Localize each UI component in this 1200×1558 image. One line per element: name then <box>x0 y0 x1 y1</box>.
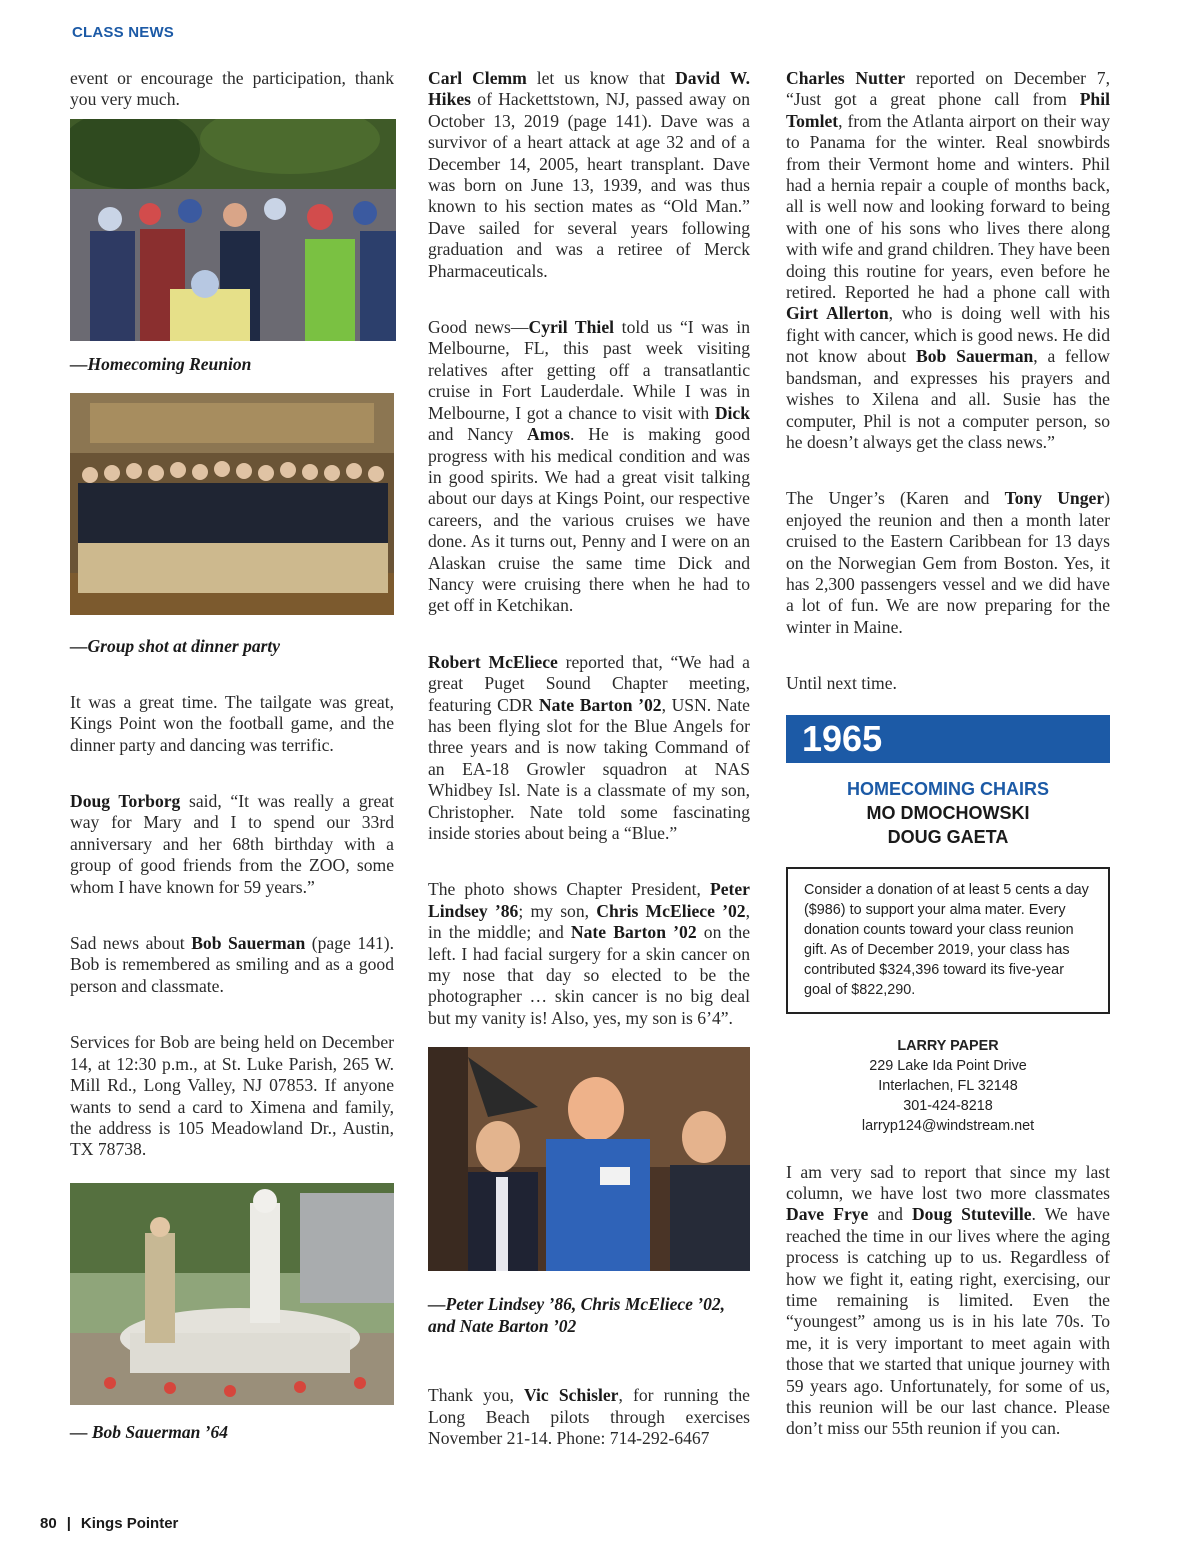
person-name: Nate Barton ’02 <box>570 922 697 943</box>
paragraph-text: . He is making good progress with his medical condition and was in good spirits. We had a great visit talking about our days at Kings Point, our respective careers, and the various cruises we have done. As it turns out, Penny and I were on an Alaskan cruise the same time Dick and Nancy were cruising there when he had to get off in Ketchikan. <box>428 424 751 616</box>
person-name: Tony Unger <box>1004 488 1105 509</box>
page-footer <box>40 1515 178 1532</box>
mceliece-paragraph <box>428 652 750 845</box>
paragraph-text: . We have reached the time in our lives where the aging process is catching up to us. Regardless of how we fight it, eating right, exercising, our time remaining is limited. Even the “youngest” among us is in his late 70s. To me, it is very important to meet again with those that we started that unique journey with 59 years ago. Unfortunately, for some of us, this reunion will be our last chance. Please don’t miss our 55th reunion if you can. <box>786 1204 1110 1439</box>
donation-box: Consider a donation of at least 5 cents a day ($986) to support your alma mater. Every donation counts toward your class reunion gift. As of December 2019, your class has contributed $324,396 toward its five-year goal of $822,290. <box>786 867 1110 1014</box>
person-name: Doug Stuteville <box>911 1204 1032 1225</box>
paragraph-text: (page 141). Bob is remembered as smiling and as a good person and classmate. <box>70 933 394 996</box>
class-year-banner: 1965 <box>786 715 1110 763</box>
paragraph-text: , in the middle; and <box>428 900 751 943</box>
paragraph-text: on the left. I had facial surgery for a skin cancer on my nose that day so elected to be the photographer … skin cancer is no big deal but my vanity is! Also, yes, my son is 6’4”. <box>428 922 751 1028</box>
photo-description-paragraph <box>428 879 750 1029</box>
paragraph-text: said, “It was really a great way for Mary and I to spend our 33rd anniversary and her 68th birthday with a group of good friends from the ZOO, some whom I have known for 59 years.” <box>70 791 394 897</box>
page-number: 80 <box>40 1515 57 1532</box>
torborg-paragraph <box>70 791 394 898</box>
paragraph-text: The photo shows Chapter President, <box>428 879 710 900</box>
section-label: CLASS NEWS <box>72 24 175 41</box>
paragraph-text: The Unger’s (Karen and <box>786 488 1005 509</box>
caption-group-shot: —Group shot at dinner party <box>70 635 281 656</box>
column-3 <box>786 68 1110 1440</box>
person-name: Phil Tomlet <box>786 89 1110 131</box>
paragraph-text: told us “I was in Melbourne, FL, this past week visiting relatives after getting off a transatlantic cruise in Fort Lauderdale. While I was in Melbourne, I got a chance to visit with <box>428 317 750 423</box>
contact-email[interactable]: larryp124@windstream.net <box>861 1117 1035 1134</box>
chairs-title: HOMECOMING CHAIRS <box>847 778 1049 799</box>
column-1 <box>70 68 394 1443</box>
chair-name: MO DMOCHOWSKI <box>866 802 1030 823</box>
paragraph-text: , a fellow bandsman, and expresses his prayers and wishes to Xilena and all. Susie has the computer, Phil is not a computer person, so he doesn’t always get the class news.” <box>786 346 1110 452</box>
person-name: Girt Allerton <box>786 303 889 324</box>
great-time-paragraph: It was a great time. The tailgate was great, Kings Point won the football game, and the dinner party and dancing was terrific. <box>70 691 394 755</box>
person-name: Chris McEliece ’02 <box>596 900 746 921</box>
homecoming-chairs <box>786 777 1110 849</box>
contact-city: Interlachen, FL 32148 <box>878 1077 1018 1094</box>
person-name: Carl Clemm <box>428 68 527 88</box>
person-name: Bob Sauerman <box>191 933 306 954</box>
bob-sauerman-photo <box>70 1183 394 1405</box>
paragraph-text: ) enjoyed the reunion and then a month later cruised to the Eastern Caribbean for 13 days on the Norwegian Gem from Boston. Yes, it has 2,300 passengers vessel and we did have a lot of fun. We are now preparing for the winter in Maine. <box>786 488 1110 637</box>
paragraph-text: , USN. Nate has been flying slot for the Blue Angels for three years and is now taking Command of an EA-18 Growler squadron at NAS Whidbey Isl. Nate is a classmate of my son, Christopher. Nate told some fascinating inside stories about being a “Blue.” <box>428 694 750 843</box>
services-paragraph: Services for Bob are being held on December 14, at 12:30 p.m., at St. Luke Parish, 265 W. Mill Rd., Long Valley, NJ 07853. If anyone wants to send a card to Ximena and family, the address is 105 Meadowland Dr., Austin, TX 78738. <box>70 1032 394 1160</box>
paragraph-text: reported on December 7, “Just got a great phone call from <box>786 68 1110 110</box>
person-name: Amos <box>527 424 571 445</box>
person-name: Peter Lindsey ’86 <box>428 879 750 921</box>
contact-name: LARRY PAPER <box>897 1037 999 1054</box>
paragraph-text: Sad news about <box>70 933 192 954</box>
person-name: Bob Sauerman <box>915 346 1034 367</box>
paragraph-text: , from the Atlanta airport on their way to Panama for the winter. Real snowbirds from their Vermont home and winters. Phil had a hernia repair a couple of months back, all is well now and looking forward to being with one of his sons who lives there along with wife and grand children. They have been doing this routine for years, even before he retired. Reported he had a phone call with <box>786 110 1110 303</box>
person-name: Doug Torborg <box>70 791 181 812</box>
paragraph-text: I am very sad to report that since my last column, we have lost two more classmates <box>786 1161 1110 1203</box>
person-name: Robert McEliece <box>428 651 558 672</box>
footer-separator: | <box>66 1515 71 1532</box>
contact-phone: 301-424-8218 <box>903 1097 993 1114</box>
schisler-paragraph <box>428 1385 750 1449</box>
paragraph-text: , for running the Long Beach pilots through exercises November 21-14. Phone: 714-292-6467 <box>428 1385 750 1449</box>
paragraph-text: ; my son, <box>518 900 597 921</box>
person-name: Dick <box>714 402 750 423</box>
clemm-paragraph <box>428 68 750 282</box>
paragraph-text: let us know that <box>526 68 676 88</box>
intro-paragraph: event or encourage the participation, thank you very much. <box>70 68 394 110</box>
paragraph-text: Good news— <box>428 317 529 338</box>
paragraph-text: and Nancy <box>428 424 528 445</box>
person-name: Dave Frye <box>786 1204 869 1225</box>
thiel-paragraph <box>428 317 750 617</box>
person-name: David W. Hikes <box>428 68 750 110</box>
contact-street: 229 Lake Ida Point Drive <box>869 1057 1027 1074</box>
sad-report-paragraph <box>786 1162 1110 1440</box>
sad-news-paragraph <box>70 933 394 997</box>
paragraph-text: and <box>868 1204 912 1225</box>
caption-bob-sauerman: — Bob Sauerman ’64 <box>70 1421 229 1442</box>
paragraph-text: , who is doing well with his fight with cancer, which is good news. He did not know about <box>786 303 1110 367</box>
publication-name: Kings Pointer <box>80 1515 179 1532</box>
paragraph-text: Thank you, <box>428 1385 524 1406</box>
class-contact <box>786 1036 1110 1136</box>
three-men-photo <box>428 1047 750 1271</box>
column-2 <box>428 68 750 1449</box>
person-name: Vic Schisler <box>523 1385 619 1406</box>
chair-name: DOUG GAETA <box>887 826 1009 847</box>
until-next-time: Until next time. <box>786 673 897 694</box>
person-name: Nate Barton ’02 <box>538 694 662 715</box>
nutter-paragraph <box>786 68 1110 453</box>
caption-homecoming-reunion: —Homecoming Reunion <box>70 353 252 374</box>
group-dinner-photo <box>70 393 394 615</box>
paragraph-text: of Hackettstown, NJ, passed away on October 13, 2019 (page 141). Dave was a survivor of a heart attack at age 32 and of a December 14, 2005, heart transplant. Dave was born on June 13, 1939, and was thus known to his section mates as “Old Man.” Dave sailed for several years following graduation and was a retiree of Merck Pharmaceuticals. <box>428 89 750 281</box>
unger-paragraph <box>786 488 1110 638</box>
paragraph-text: reported that, “We had a great Puget Sound Chapter meeting, featuring CDR <box>428 651 750 715</box>
homecoming-reunion-photo <box>70 119 396 341</box>
person-name: Charles Nutter <box>786 68 906 88</box>
caption-three-men: —Peter Lindsey ’86, Chris McEliece ’02, and Nate Barton ’02 <box>428 1294 725 1337</box>
person-name: Cyril Thiel <box>528 317 615 338</box>
